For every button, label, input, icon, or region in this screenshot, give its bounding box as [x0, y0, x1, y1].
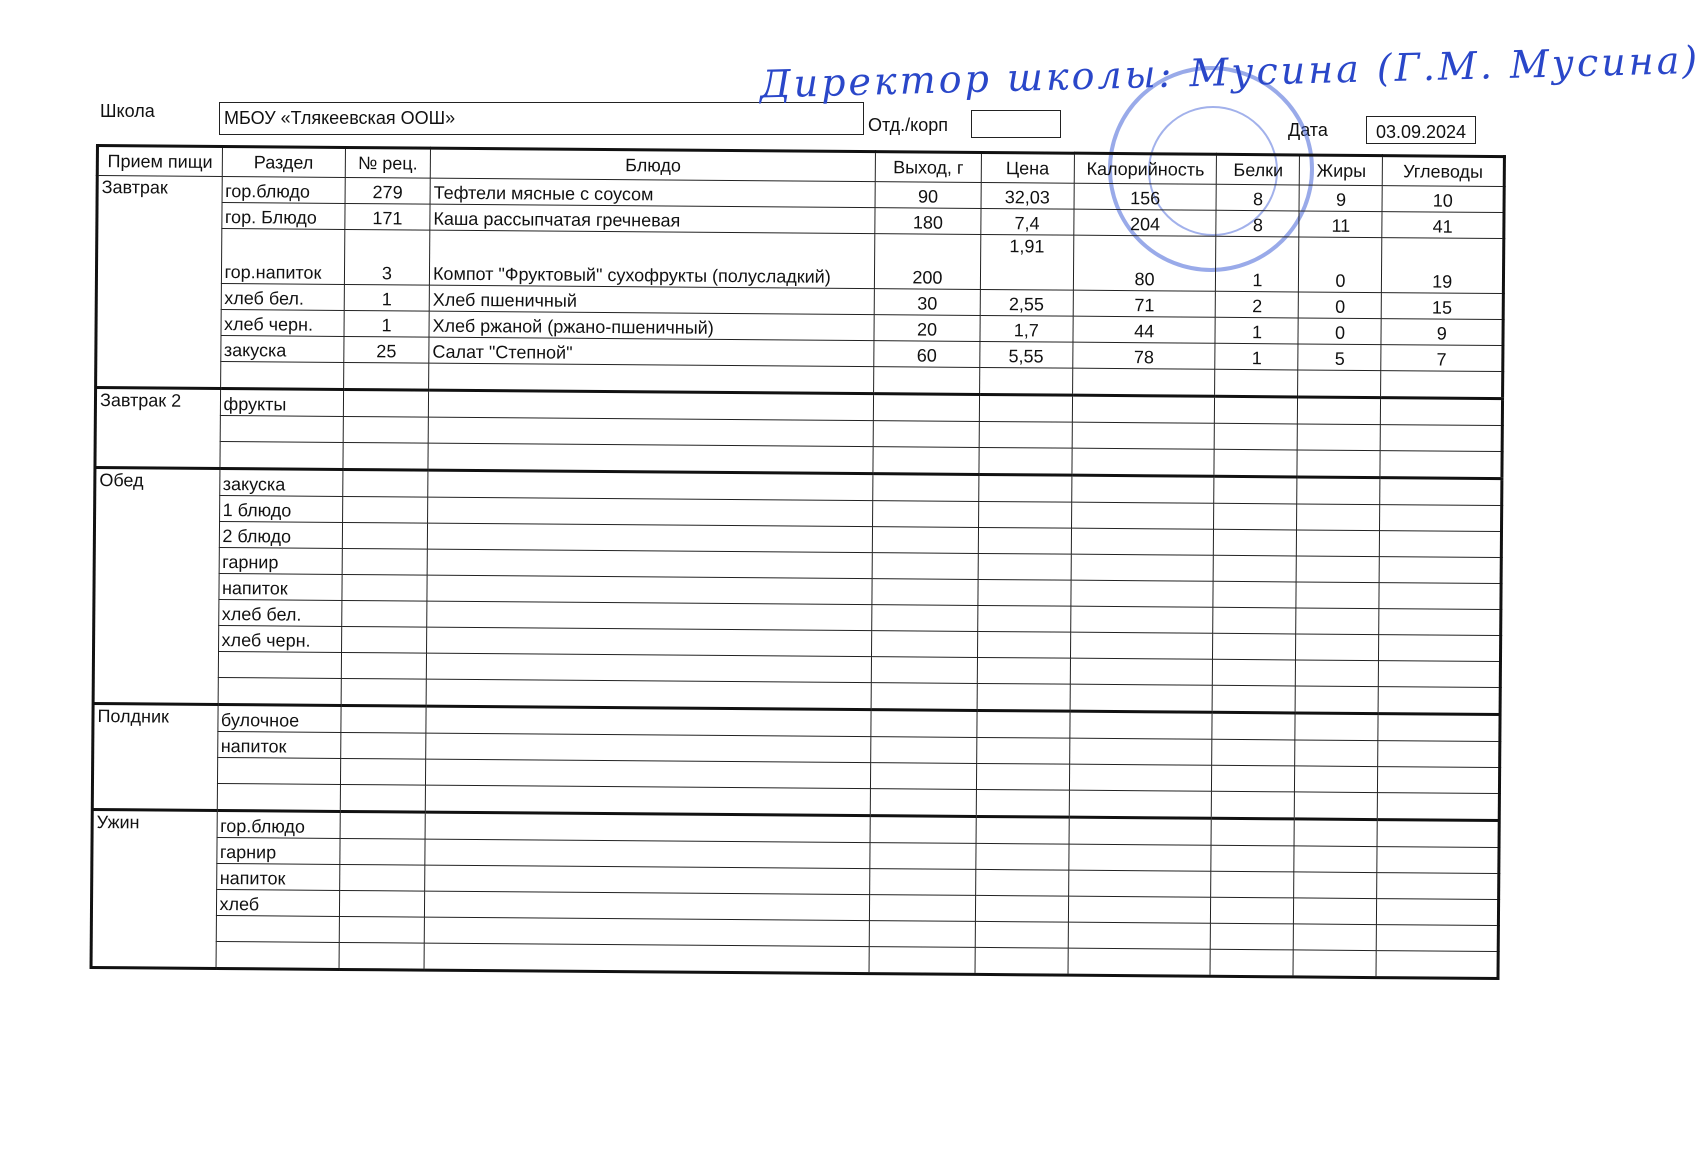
fat-cell: 0 — [1299, 292, 1382, 319]
recipe-cell — [339, 942, 424, 970]
recipe-cell: 3 — [344, 229, 429, 285]
weight-cell — [872, 605, 977, 632]
recipe-cell — [339, 890, 424, 917]
carbs-cell — [1379, 661, 1501, 688]
price-cell — [975, 869, 1068, 896]
price-cell — [979, 447, 1072, 475]
kcal-cell — [1072, 395, 1215, 423]
kcal-cell — [1072, 448, 1215, 476]
dish-cell — [428, 470, 874, 500]
carbs-cell — [1380, 478, 1502, 506]
dish-cell — [425, 759, 871, 788]
protein-cell: 2 — [1216, 291, 1299, 318]
section-cell: гор.блюдо — [222, 176, 346, 203]
school-field[interactable]: МБОУ «Тлякеевская ООШ» — [219, 102, 864, 135]
carbs-cell — [1380, 531, 1502, 558]
section-cell: булочное — [217, 704, 341, 732]
dish-cell — [426, 653, 872, 682]
protein-cell: 1 — [1216, 236, 1299, 292]
recipe-cell — [343, 469, 428, 497]
kcal-cell: 156 — [1074, 183, 1217, 210]
carbs-cell: 41 — [1382, 212, 1504, 239]
weight-cell: 180 — [875, 208, 980, 235]
section-cell — [219, 441, 343, 469]
protein-cell — [1213, 685, 1296, 713]
fat-cell — [1295, 792, 1378, 820]
price-cell — [976, 789, 1069, 817]
fat-cell — [1296, 608, 1379, 635]
weight-cell — [872, 657, 977, 684]
dish-cell — [427, 627, 873, 656]
protein-cell — [1211, 923, 1294, 950]
dish-cell — [424, 943, 870, 973]
section-cell: 1 блюдо — [219, 495, 343, 522]
meal-name-cell: Завтрак — [96, 176, 222, 389]
section-cell — [218, 677, 342, 705]
carbs-cell — [1379, 687, 1501, 715]
protein-cell — [1212, 765, 1295, 792]
recipe-cell — [340, 784, 425, 812]
weight-cell: 90 — [875, 182, 980, 209]
fat-cell — [1294, 924, 1377, 951]
section-cell: хлеб бел. — [218, 599, 342, 626]
protein-cell: 8 — [1216, 184, 1299, 211]
header-recipe-col: № рец. — [345, 147, 430, 178]
section-cell: хлеб — [216, 889, 340, 916]
recipe-cell — [339, 916, 424, 943]
fat-cell — [1295, 819, 1378, 847]
price-cell — [976, 816, 1069, 844]
weight-cell — [869, 947, 974, 975]
carbs-cell — [1379, 635, 1501, 662]
section-cell: закуска — [220, 335, 344, 362]
carbs-cell — [1379, 583, 1501, 610]
carbs-cell: 19 — [1382, 238, 1504, 294]
protein-cell — [1211, 871, 1294, 898]
protein-cell — [1212, 739, 1295, 766]
dish-cell — [425, 812, 871, 842]
table-row — [96, 228, 1503, 294]
kcal-cell — [1069, 844, 1212, 871]
price-cell — [979, 394, 1072, 422]
price-cell — [976, 763, 1069, 790]
kcal-cell — [1071, 528, 1214, 555]
fat-cell — [1293, 950, 1376, 978]
header-kcal-col: Калорийность — [1074, 153, 1217, 184]
recipe-cell — [341, 678, 426, 706]
fat-cell — [1298, 424, 1381, 451]
protein-cell — [1213, 581, 1296, 608]
director-signature: Директор школы: Мусина (Г.М. Мусина) — [759, 37, 1701, 107]
section-cell: гор.напиток — [221, 228, 345, 284]
section-cell: гор. Блюдо — [221, 202, 345, 229]
carbs-cell — [1379, 609, 1501, 636]
dish-cell — [426, 679, 872, 709]
price-cell — [975, 921, 1068, 948]
menu-table — [90, 144, 1506, 980]
price-cell — [979, 367, 1072, 395]
fat-cell: 9 — [1299, 185, 1382, 212]
carbs-cell — [1380, 505, 1502, 532]
kcal-cell — [1072, 422, 1215, 449]
carbs-cell: 7 — [1381, 345, 1503, 372]
header-weight-col: Выход, г — [876, 152, 981, 183]
protein-cell: 8 — [1216, 210, 1299, 237]
kcal-cell — [1070, 632, 1213, 659]
recipe-cell — [343, 389, 428, 417]
protein-cell — [1215, 369, 1298, 397]
protein-cell — [1213, 659, 1296, 686]
price-cell — [978, 579, 1071, 606]
section-cell: напиток — [217, 731, 341, 758]
carbs-cell — [1378, 820, 1500, 848]
kcal-cell — [1071, 475, 1214, 503]
weight-cell — [873, 447, 978, 475]
dish-cell — [428, 390, 874, 420]
fat-cell — [1296, 634, 1379, 661]
weight-cell: 60 — [874, 341, 979, 368]
recipe-cell — [342, 600, 427, 627]
kcal-cell — [1068, 922, 1211, 949]
carbs-cell — [1377, 899, 1499, 926]
section-cell: фрукты — [220, 388, 344, 416]
price-cell — [975, 843, 1068, 870]
meal-name-cell: Ужин — [91, 809, 217, 968]
header-meal-col: Прием пищи — [97, 146, 222, 177]
kcal-cell: 71 — [1073, 290, 1216, 317]
recipe-cell — [342, 522, 427, 549]
kcal-cell — [1068, 896, 1211, 923]
weight-cell: 200 — [875, 234, 981, 290]
dish-cell: Компот "Фруктовый" сухофрукты (полусладкий) — [429, 230, 875, 288]
protein-cell — [1215, 423, 1298, 450]
dish-cell — [426, 733, 872, 762]
weight-cell — [874, 367, 979, 395]
meal-name-cell: Завтрак 2 — [95, 388, 220, 469]
kcal-cell — [1070, 658, 1213, 685]
kcal-cell — [1071, 502, 1214, 529]
weight-cell — [872, 553, 977, 580]
carbs-cell — [1378, 714, 1500, 742]
recipe-cell — [343, 496, 428, 523]
section-cell: хлеб черн. — [218, 625, 342, 652]
price-cell — [977, 605, 1070, 632]
section-cell: гарнир — [216, 837, 340, 864]
section-cell — [216, 915, 340, 942]
section-cell — [217, 757, 341, 784]
fat-cell — [1297, 556, 1380, 583]
carbs-cell — [1381, 398, 1503, 426]
protein-cell — [1213, 633, 1296, 660]
kcal-cell — [1069, 817, 1212, 845]
price-cell — [977, 631, 1070, 658]
recipe-cell — [342, 548, 427, 575]
weight-cell — [870, 895, 975, 922]
recipe-cell: 279 — [345, 177, 430, 204]
weight-cell — [873, 501, 978, 528]
dish-cell — [427, 549, 873, 578]
weight-cell — [870, 816, 975, 844]
price-cell: 32,03 — [981, 182, 1074, 209]
weight-cell — [872, 579, 977, 606]
fat-cell: 11 — [1299, 211, 1382, 238]
protein-cell — [1211, 845, 1294, 872]
recipe-cell: 1 — [344, 284, 429, 311]
header-fat-col: Жиры — [1300, 155, 1383, 186]
recipe-cell — [341, 626, 426, 653]
protein-cell: 1 — [1215, 343, 1298, 370]
recipe-cell — [340, 838, 425, 865]
fat-cell — [1295, 740, 1378, 767]
fat-cell — [1294, 872, 1377, 899]
kcal-cell — [1071, 554, 1214, 581]
carbs-cell — [1378, 741, 1500, 768]
weight-cell: 20 — [874, 315, 979, 342]
carbs-cell — [1377, 847, 1499, 874]
protein-cell — [1214, 503, 1297, 530]
weight-cell — [871, 683, 976, 711]
fat-cell — [1295, 713, 1378, 741]
section-cell — [218, 651, 342, 678]
dish-cell — [427, 601, 873, 630]
dish-cell — [427, 575, 873, 604]
recipe-cell — [344, 362, 429, 390]
price-cell — [979, 421, 1072, 448]
dish-cell — [426, 706, 872, 736]
fat-cell: 0 — [1298, 318, 1381, 345]
fat-cell — [1296, 660, 1379, 687]
price-cell: 1,91 — [980, 234, 1074, 290]
carbs-cell — [1381, 425, 1503, 452]
kcal-cell — [1069, 738, 1212, 765]
kcal-cell — [1070, 684, 1213, 712]
fat-cell — [1296, 686, 1379, 714]
header-price-col: Цена — [981, 152, 1074, 183]
section-cell: напиток — [218, 573, 342, 600]
fat-cell: 0 — [1299, 237, 1382, 293]
kcal-cell: 44 — [1073, 316, 1216, 343]
weight-cell — [871, 763, 976, 790]
kcal-cell — [1068, 948, 1211, 976]
dish-cell: Каша рассыпчатая гречневая — [430, 204, 876, 233]
recipe-cell — [343, 416, 428, 443]
recipe-cell — [342, 574, 427, 601]
kcal-cell: 78 — [1073, 342, 1216, 369]
carbs-cell — [1381, 371, 1503, 399]
weight-cell — [872, 631, 977, 658]
weight-cell — [871, 710, 976, 738]
dish-cell — [429, 363, 875, 393]
price-cell: 2,55 — [980, 289, 1073, 316]
price-cell — [978, 527, 1071, 554]
carbs-cell — [1378, 793, 1500, 821]
section-cell — [220, 415, 344, 442]
dish-cell: Хлеб ржаной (ржано-пшеничный) — [429, 311, 875, 340]
carbs-cell: 15 — [1382, 293, 1504, 320]
dish-cell — [425, 785, 871, 815]
section-cell: напиток — [216, 863, 340, 890]
section-cell: гор.блюдо — [217, 810, 341, 838]
protein-cell — [1212, 818, 1295, 846]
weight-cell — [874, 394, 979, 422]
recipe-cell — [340, 758, 425, 785]
price-cell — [975, 895, 1068, 922]
protein-cell: 1 — [1215, 317, 1298, 344]
weight-cell: 30 — [875, 289, 980, 316]
price-cell — [977, 657, 1070, 684]
weight-cell — [871, 789, 976, 817]
kcal-cell — [1072, 368, 1215, 396]
kcal-cell — [1070, 711, 1213, 739]
section-cell — [216, 941, 340, 969]
dept-label: Отд./корп — [868, 115, 948, 135]
dish-cell — [425, 865, 871, 894]
protein-cell — [1214, 555, 1297, 582]
carbs-cell — [1380, 451, 1502, 479]
protein-cell — [1214, 449, 1297, 477]
carbs-cell: 10 — [1382, 186, 1504, 213]
fat-cell — [1296, 582, 1379, 609]
fat-cell — [1297, 477, 1380, 505]
section-cell — [217, 783, 341, 811]
protein-cell — [1211, 897, 1294, 924]
dish-cell — [428, 417, 874, 446]
weight-cell — [871, 737, 976, 764]
fat-cell: 5 — [1298, 344, 1381, 371]
section-cell: гарнир — [219, 547, 343, 574]
recipe-cell: 171 — [345, 203, 430, 230]
recipe-cell — [343, 442, 428, 470]
protein-cell — [1213, 607, 1296, 634]
price-cell — [975, 947, 1068, 975]
section-cell: закуска — [219, 468, 343, 496]
carbs-cell — [1377, 873, 1499, 900]
carbs-cell: 9 — [1381, 319, 1503, 346]
carbs-cell — [1376, 951, 1498, 979]
carbs-cell — [1378, 767, 1500, 794]
carbs-cell — [1377, 925, 1499, 952]
meal-name-cell: Обед — [93, 468, 219, 705]
fat-cell — [1295, 766, 1378, 793]
recipe-cell: 1 — [344, 310, 429, 337]
kcal-cell — [1069, 764, 1212, 791]
dish-cell: Салат "Степной" — [429, 337, 875, 366]
recipe-cell — [341, 652, 426, 679]
price-cell — [977, 683, 1070, 711]
recipe-cell — [341, 732, 426, 759]
protein-cell — [1210, 949, 1293, 977]
protein-cell — [1214, 476, 1297, 504]
price-cell: 5,55 — [979, 341, 1072, 368]
weight-cell — [870, 921, 975, 948]
dish-cell: Хлеб пшеничный — [429, 285, 875, 314]
fat-cell — [1297, 504, 1380, 531]
dish-cell — [428, 497, 874, 526]
weight-cell — [874, 421, 979, 448]
header-protein-col: Белки — [1217, 154, 1300, 185]
dish-cell — [425, 839, 871, 868]
fat-cell — [1297, 530, 1380, 557]
price-cell — [978, 474, 1071, 502]
weight-cell — [873, 527, 978, 554]
section-cell: 2 блюдо — [219, 521, 343, 548]
kcal-cell — [1070, 606, 1213, 633]
fat-cell — [1294, 898, 1377, 925]
price-cell — [976, 737, 1069, 764]
kcal-cell — [1071, 580, 1214, 607]
protein-cell — [1212, 791, 1295, 819]
kcal-cell: 80 — [1073, 235, 1216, 291]
header-dish-col: Блюдо — [430, 148, 876, 181]
recipe-cell: 25 — [344, 336, 429, 363]
protein-cell — [1212, 712, 1295, 740]
carbs-cell — [1380, 557, 1502, 584]
recipe-cell — [340, 811, 425, 839]
dish-cell: Тефтели мясные с соусом — [430, 178, 876, 207]
dish-cell — [427, 523, 873, 552]
dish-cell — [424, 891, 870, 920]
kcal-cell — [1069, 790, 1212, 818]
protein-cell — [1214, 529, 1297, 556]
date-label: Дата — [1288, 120, 1328, 140]
header-carbs-col: Углеводы — [1383, 156, 1505, 187]
school-label: Школа — [100, 101, 155, 121]
price-cell — [978, 501, 1071, 528]
dish-cell — [424, 917, 870, 946]
weight-cell — [870, 843, 975, 870]
kcal-cell — [1068, 870, 1211, 897]
section-cell: хлеб черн. — [220, 309, 344, 336]
fat-cell — [1297, 450, 1380, 478]
recipe-cell — [340, 864, 425, 891]
recipe-cell — [341, 705, 426, 733]
price-cell — [977, 710, 1070, 738]
date-field[interactable]: 03.09.2024 — [1366, 116, 1476, 144]
section-cell — [220, 361, 344, 389]
price-cell: 1,7 — [980, 315, 1073, 342]
dish-cell — [428, 443, 874, 473]
protein-cell — [1215, 396, 1298, 424]
header-section-col: Раздел — [222, 146, 346, 177]
kcal-cell: 204 — [1074, 209, 1217, 236]
price-cell — [978, 553, 1071, 580]
weight-cell — [873, 474, 978, 502]
menu-body — [91, 176, 1504, 979]
fat-cell — [1298, 370, 1381, 398]
section-cell: хлеб бел. — [221, 283, 345, 310]
meal-name-cell: Полдник — [92, 703, 217, 810]
fat-cell — [1298, 397, 1381, 425]
weight-cell — [870, 869, 975, 896]
fat-cell — [1294, 846, 1377, 873]
price-cell: 7,4 — [980, 208, 1073, 235]
